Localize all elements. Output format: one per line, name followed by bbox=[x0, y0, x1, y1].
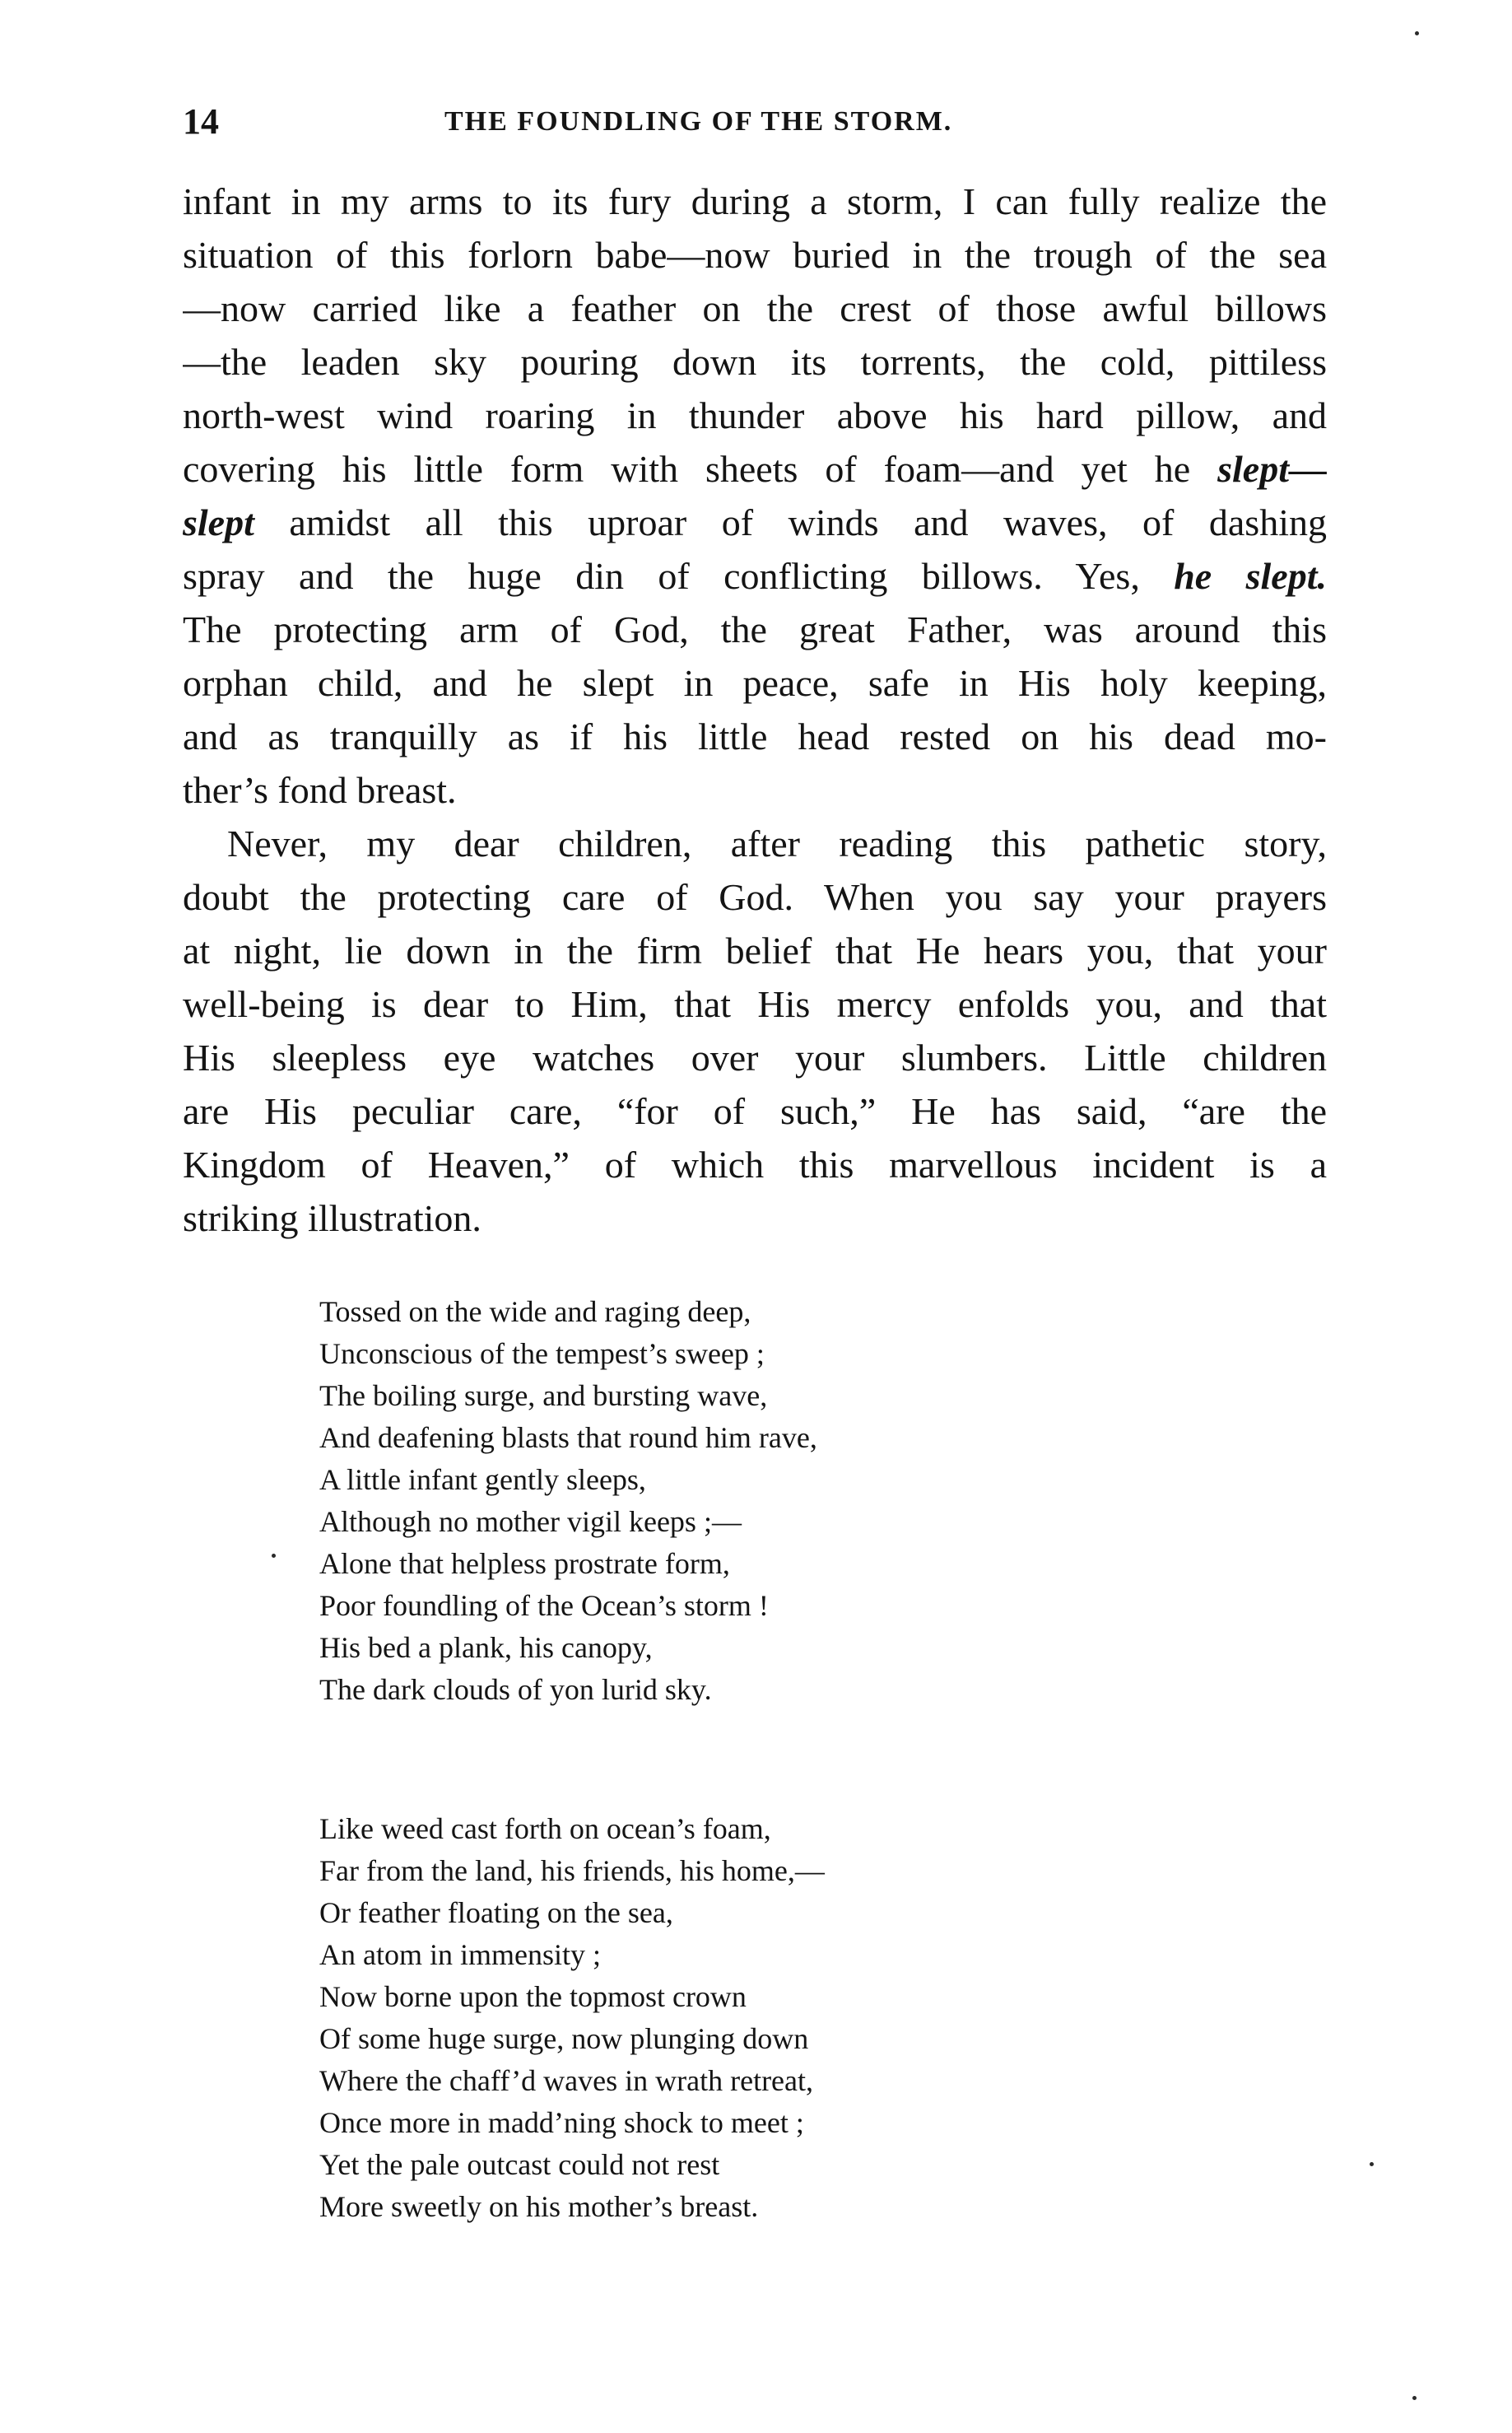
prose-line bbox=[183, 977, 1327, 1031]
prose-text: covering his little form with sheets of foam—and yet he bbox=[183, 448, 1218, 490]
prose-text: infant in my arms to its fury during a storm, I can fully realize the bbox=[183, 180, 1327, 222]
prose-line bbox=[183, 1084, 1327, 1138]
prose-text: The protecting arm of God, the great Father, was around this bbox=[183, 608, 1327, 650]
prose-line bbox=[183, 389, 1327, 442]
prose-text: His sleepless eye watches over your slumbers. Little children bbox=[183, 1037, 1327, 1079]
poem-line: A little infant gently sleeps, bbox=[319, 1463, 646, 1496]
prose-text: ther’s fond breast. bbox=[183, 769, 457, 811]
prose-line bbox=[183, 924, 1327, 977]
prose-italic-text: slept— bbox=[1217, 448, 1327, 490]
prose-line bbox=[183, 1191, 1327, 1245]
poem-stanza-2 bbox=[319, 1808, 994, 2228]
prose-text: Never, my dear children, after reading this pathetic story, bbox=[227, 823, 1327, 865]
poem-line: Far from the land, his friends, his home,— bbox=[319, 1854, 825, 1887]
poem-line: Unconscious of the tempest’s sweep ; bbox=[319, 1337, 765, 1370]
print-speck bbox=[1370, 2162, 1374, 2166]
poem-line: Tossed on the wide and raging deep, bbox=[319, 1295, 751, 1328]
prose-text: —the leaden sky pouring down its torrents, the cold, pittiless bbox=[183, 341, 1327, 383]
prose-line bbox=[183, 549, 1327, 603]
prose-italic-text: slept bbox=[183, 501, 254, 543]
prose-text: and as tranquilly as if his little head rested on his dead mo- bbox=[183, 715, 1327, 757]
prose-line bbox=[183, 335, 1327, 389]
prose-line bbox=[183, 1031, 1327, 1084]
poem-line: His bed a plank, his canopy, bbox=[319, 1631, 653, 1664]
prose-line bbox=[183, 175, 1327, 228]
prose-text: well-being is dear to Him, that His mercy enfolds you, and that bbox=[183, 983, 1327, 1025]
prose-text: doubt the protecting care of God. When you say your prayers bbox=[183, 876, 1327, 918]
poem-line: Where the chaff’d waves in wrath retreat, bbox=[319, 2064, 814, 2097]
prose-line bbox=[183, 870, 1327, 924]
prose-line bbox=[183, 817, 1327, 870]
prose-italic-text: he slept. bbox=[1174, 555, 1327, 597]
prose-line bbox=[183, 710, 1327, 763]
prose-body bbox=[183, 175, 1327, 1245]
prose-line bbox=[183, 442, 1327, 496]
running-title: THE FOUNDLING OF THE STORM. bbox=[444, 106, 953, 137]
prose-line bbox=[183, 656, 1327, 710]
poem-line: Or feather floating on the sea, bbox=[319, 1896, 673, 1929]
poem-line: An atom in immensity ; bbox=[319, 1938, 601, 1971]
print-speck bbox=[1415, 31, 1419, 35]
prose-text: are His peculiar care, “for of such,” He has said, “are the bbox=[183, 1090, 1327, 1132]
page-number: 14 bbox=[183, 101, 219, 142]
prose-text: orphan child, and he slept in peace, safe in His holy keeping, bbox=[183, 662, 1327, 704]
prose-text: north-west wind roaring in thunder above his hard pillow, and bbox=[183, 394, 1327, 436]
print-speck bbox=[1412, 2396, 1417, 2400]
poem-line: Although no mother vigil keeps ;— bbox=[319, 1505, 742, 1538]
poem-stanza-1 bbox=[319, 1291, 994, 1711]
prose-line bbox=[183, 228, 1327, 282]
poem-line: The boiling surge, and bursting wave, bbox=[319, 1379, 768, 1412]
prose-line bbox=[183, 603, 1327, 656]
print-speck bbox=[272, 1554, 276, 1558]
prose-text: at night, lie down in the firm belief that He hears you, that your bbox=[183, 930, 1327, 972]
prose-text: —now carried like a feather on the crest of those awful billows bbox=[183, 287, 1327, 329]
poem-line: Alone that helpless prostrate form, bbox=[319, 1547, 730, 1580]
page-header bbox=[183, 97, 1327, 147]
prose-line bbox=[183, 763, 1327, 817]
prose-text: striking illustration. bbox=[183, 1197, 482, 1239]
prose-text: Kingdom of Heaven,” of which this marvellous incident is a bbox=[183, 1144, 1327, 1186]
prose-line bbox=[183, 496, 1327, 549]
poem-line: Poor foundling of the Ocean’s storm ! bbox=[319, 1589, 769, 1622]
poem-line: Like weed cast forth on ocean’s foam, bbox=[319, 1812, 771, 1845]
poem-line: Of some huge surge, now plunging down bbox=[319, 2022, 809, 2055]
prose-line bbox=[183, 1138, 1327, 1191]
prose-line bbox=[183, 282, 1327, 335]
prose-text: situation of this forlorn babe—now buried in the trough of the sea bbox=[183, 234, 1327, 276]
poem-line: Now borne upon the topmost crown bbox=[319, 1980, 747, 2013]
poem-line: Once more in madd’ning shock to meet ; bbox=[319, 2106, 804, 2139]
poem-line: And deafening blasts that round him rave, bbox=[319, 1421, 817, 1454]
poem-line: More sweetly on his mother’s breast. bbox=[319, 2190, 759, 2223]
poem-line: The dark clouds of yon lurid sky. bbox=[319, 1673, 712, 1706]
prose-text: spray and the huge din of conflicting billows. Yes, bbox=[183, 555, 1175, 597]
prose-text: amidst all this uproar of winds and waves, of dashing bbox=[254, 501, 1327, 543]
poem-line: Yet the pale outcast could not rest bbox=[319, 2148, 720, 2181]
